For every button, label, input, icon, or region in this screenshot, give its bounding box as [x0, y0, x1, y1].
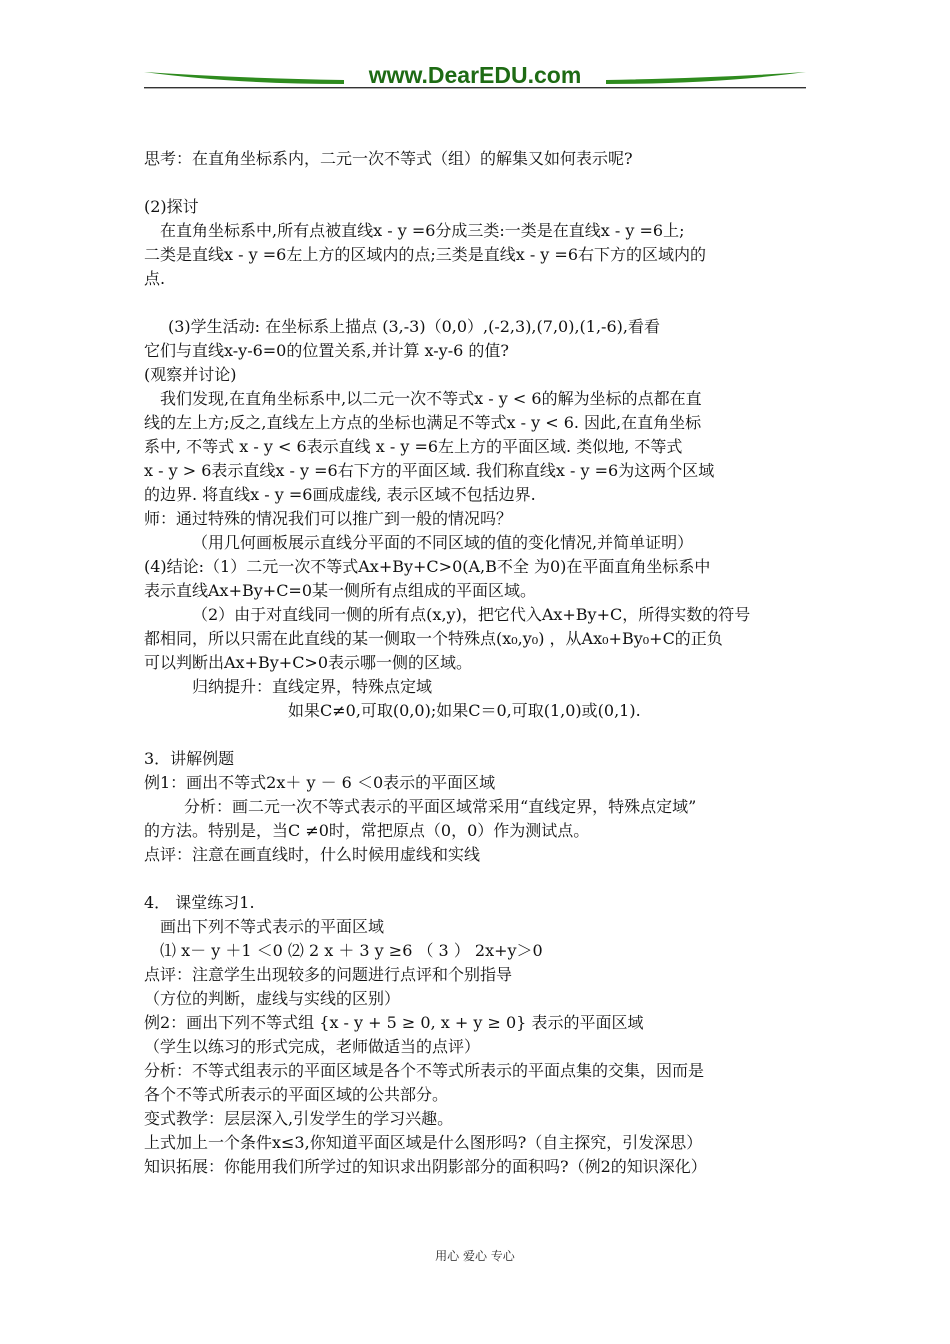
text-line: 二类是直线x - y =6左上方的区域内的点;三类是直线x - y =6右下方的区域内的: [144, 245, 707, 264]
text-line: 各个不等式所表示的平面区域的公共部分。: [144, 1085, 449, 1104]
text-line: 例2：画出下列不等式组 {x - y + 5 ≥ 0, x + y ≥ 0} 表示的平面区域: [144, 1013, 644, 1032]
text-line: (3)学生活动: 在坐标系上描点 (3,-3)（0,0）,(-2,3),(7,0),(1,-6),看看: [168, 317, 660, 336]
blank-line: [144, 723, 812, 747]
text-line: 在直角坐标系中,所有点被直线x - y =6分成三类:一类是在直线x - y =6上;: [160, 221, 685, 240]
text-line: 变式教学：层层深入,引发学生的学习兴趣。: [144, 1109, 454, 1128]
text-line: 知识拓展：你能用我们所学过的知识求出阴影部分的面积吗?（例2的知识深化）: [144, 1157, 707, 1176]
text-line: 可以判断出Ax+By+C>0表示哪一侧的区域。: [144, 653, 473, 672]
text-line: 上式加上一个条件x≤3,你知道平面区域是什么图形吗?（自主探究，引发深思）: [144, 1133, 703, 1152]
text-line: (4)结论:（1）二元一次不等式Ax+By+C>0(A,B不全 为0)在平面直角坐标系中: [144, 557, 711, 576]
page-footer: 用心 爱心 专心: [435, 1249, 515, 1263]
text-line: （学生以练习的形式完成，老师做适当的点评）: [144, 1037, 481, 1056]
text-line: 如果C≠0,可取(0,0);如果C＝0,可取(1,0)或(0,1).: [288, 701, 641, 720]
text-line: 例1：画出不等式2x＋ y － 6 ＜0表示的平面区域: [144, 773, 496, 792]
text-line: 4． 课堂练习1.: [144, 893, 255, 912]
text-line: 分析：不等式组表示的平面区域是各个不等式所表示的平面点集的交集，因而是: [144, 1061, 705, 1080]
text-line: 的边界. 将直线x - y =6画成虚线, 表示区域不包括边界.: [144, 485, 536, 504]
text-line: 点评：注意学生出现较多的问题进行点评和个别指导: [144, 965, 513, 984]
text-line: 我们发现,在直角坐标系中,以二元一次不等式x - y < 6的解为坐标的点都在直: [160, 389, 702, 408]
site-header: [144, 60, 806, 96]
text-line: （方位的判断，虚线与实线的区别）: [144, 989, 401, 1008]
text-line: 点.: [144, 269, 166, 288]
blank-line: [144, 867, 812, 891]
text-line: （2）由于对直线同一侧的所有点(x,y)，把它代入Ax+By+C，所得实数的符号: [192, 605, 751, 624]
text-line: x - y > 6表示直线x - y =6右下方的平面区域. 我们称直线x - y =6为这两个区域: [144, 461, 715, 480]
text-line: 线的左上方;反之,直线左上方点的坐标也满足不等式x - y < 6. 因此,在直角坐标: [144, 413, 702, 432]
text-line: 的方法。特别是，当C ≠0时，常把原点（0，0）作为测试点。: [144, 821, 590, 840]
text-line: ⑴ x－ y ＋1 ＜0 ⑵ 2 x ＋ 3 y ≥6 （ 3 ） 2x+y＞0: [160, 941, 543, 960]
text-line: 师：通过特殊的情况我们可以推广到一般的情况吗？: [144, 509, 513, 528]
text-line: 表示直线Ax+By+C=0某一侧所有点组成的平面区域。: [144, 581, 537, 600]
site-logo-text[interactable]: www.DearEDU.com: [368, 62, 582, 88]
text-line: (观察并讨论): [144, 365, 237, 384]
text-line: 系中, 不等式 x - y < 6表示直线 x - y =6左上方的平面区域. 类似地, 不等式: [144, 437, 683, 456]
text-line: （用几何画板展示直线分平面的不同区域的值的变化情况,并简单证明）: [192, 533, 694, 552]
text-line: 点评：注意在画直线时，什么时候用虚线和实线: [144, 845, 481, 864]
document-body: [144, 147, 812, 1179]
blank-line: [144, 171, 812, 195]
text-line: 它们与直线x-y-6=0的位置关系,并计算 x-y-6 的值?: [144, 341, 509, 360]
text-line: 思考：在直角坐标系内，二元一次不等式（组）的解集又如何表示呢?: [144, 149, 633, 168]
text-line: 分析：画二元一次不等式表示的平面区域常采用“直线定界，特殊点定域”: [184, 797, 697, 816]
text-line: 归纳提升：直线定界，特殊点定域: [192, 677, 433, 696]
blank-line: [144, 291, 812, 315]
text-line: 画出下列不等式表示的平面区域: [160, 917, 385, 936]
text-line: 都相同，所以只需在此直线的某一侧取一个特殊点(x₀,y₀) ，从Ax₀+By₀+C的正负: [144, 629, 723, 648]
text-line: 3．讲解例题: [144, 749, 235, 768]
text-line: (2)探讨: [144, 197, 199, 216]
